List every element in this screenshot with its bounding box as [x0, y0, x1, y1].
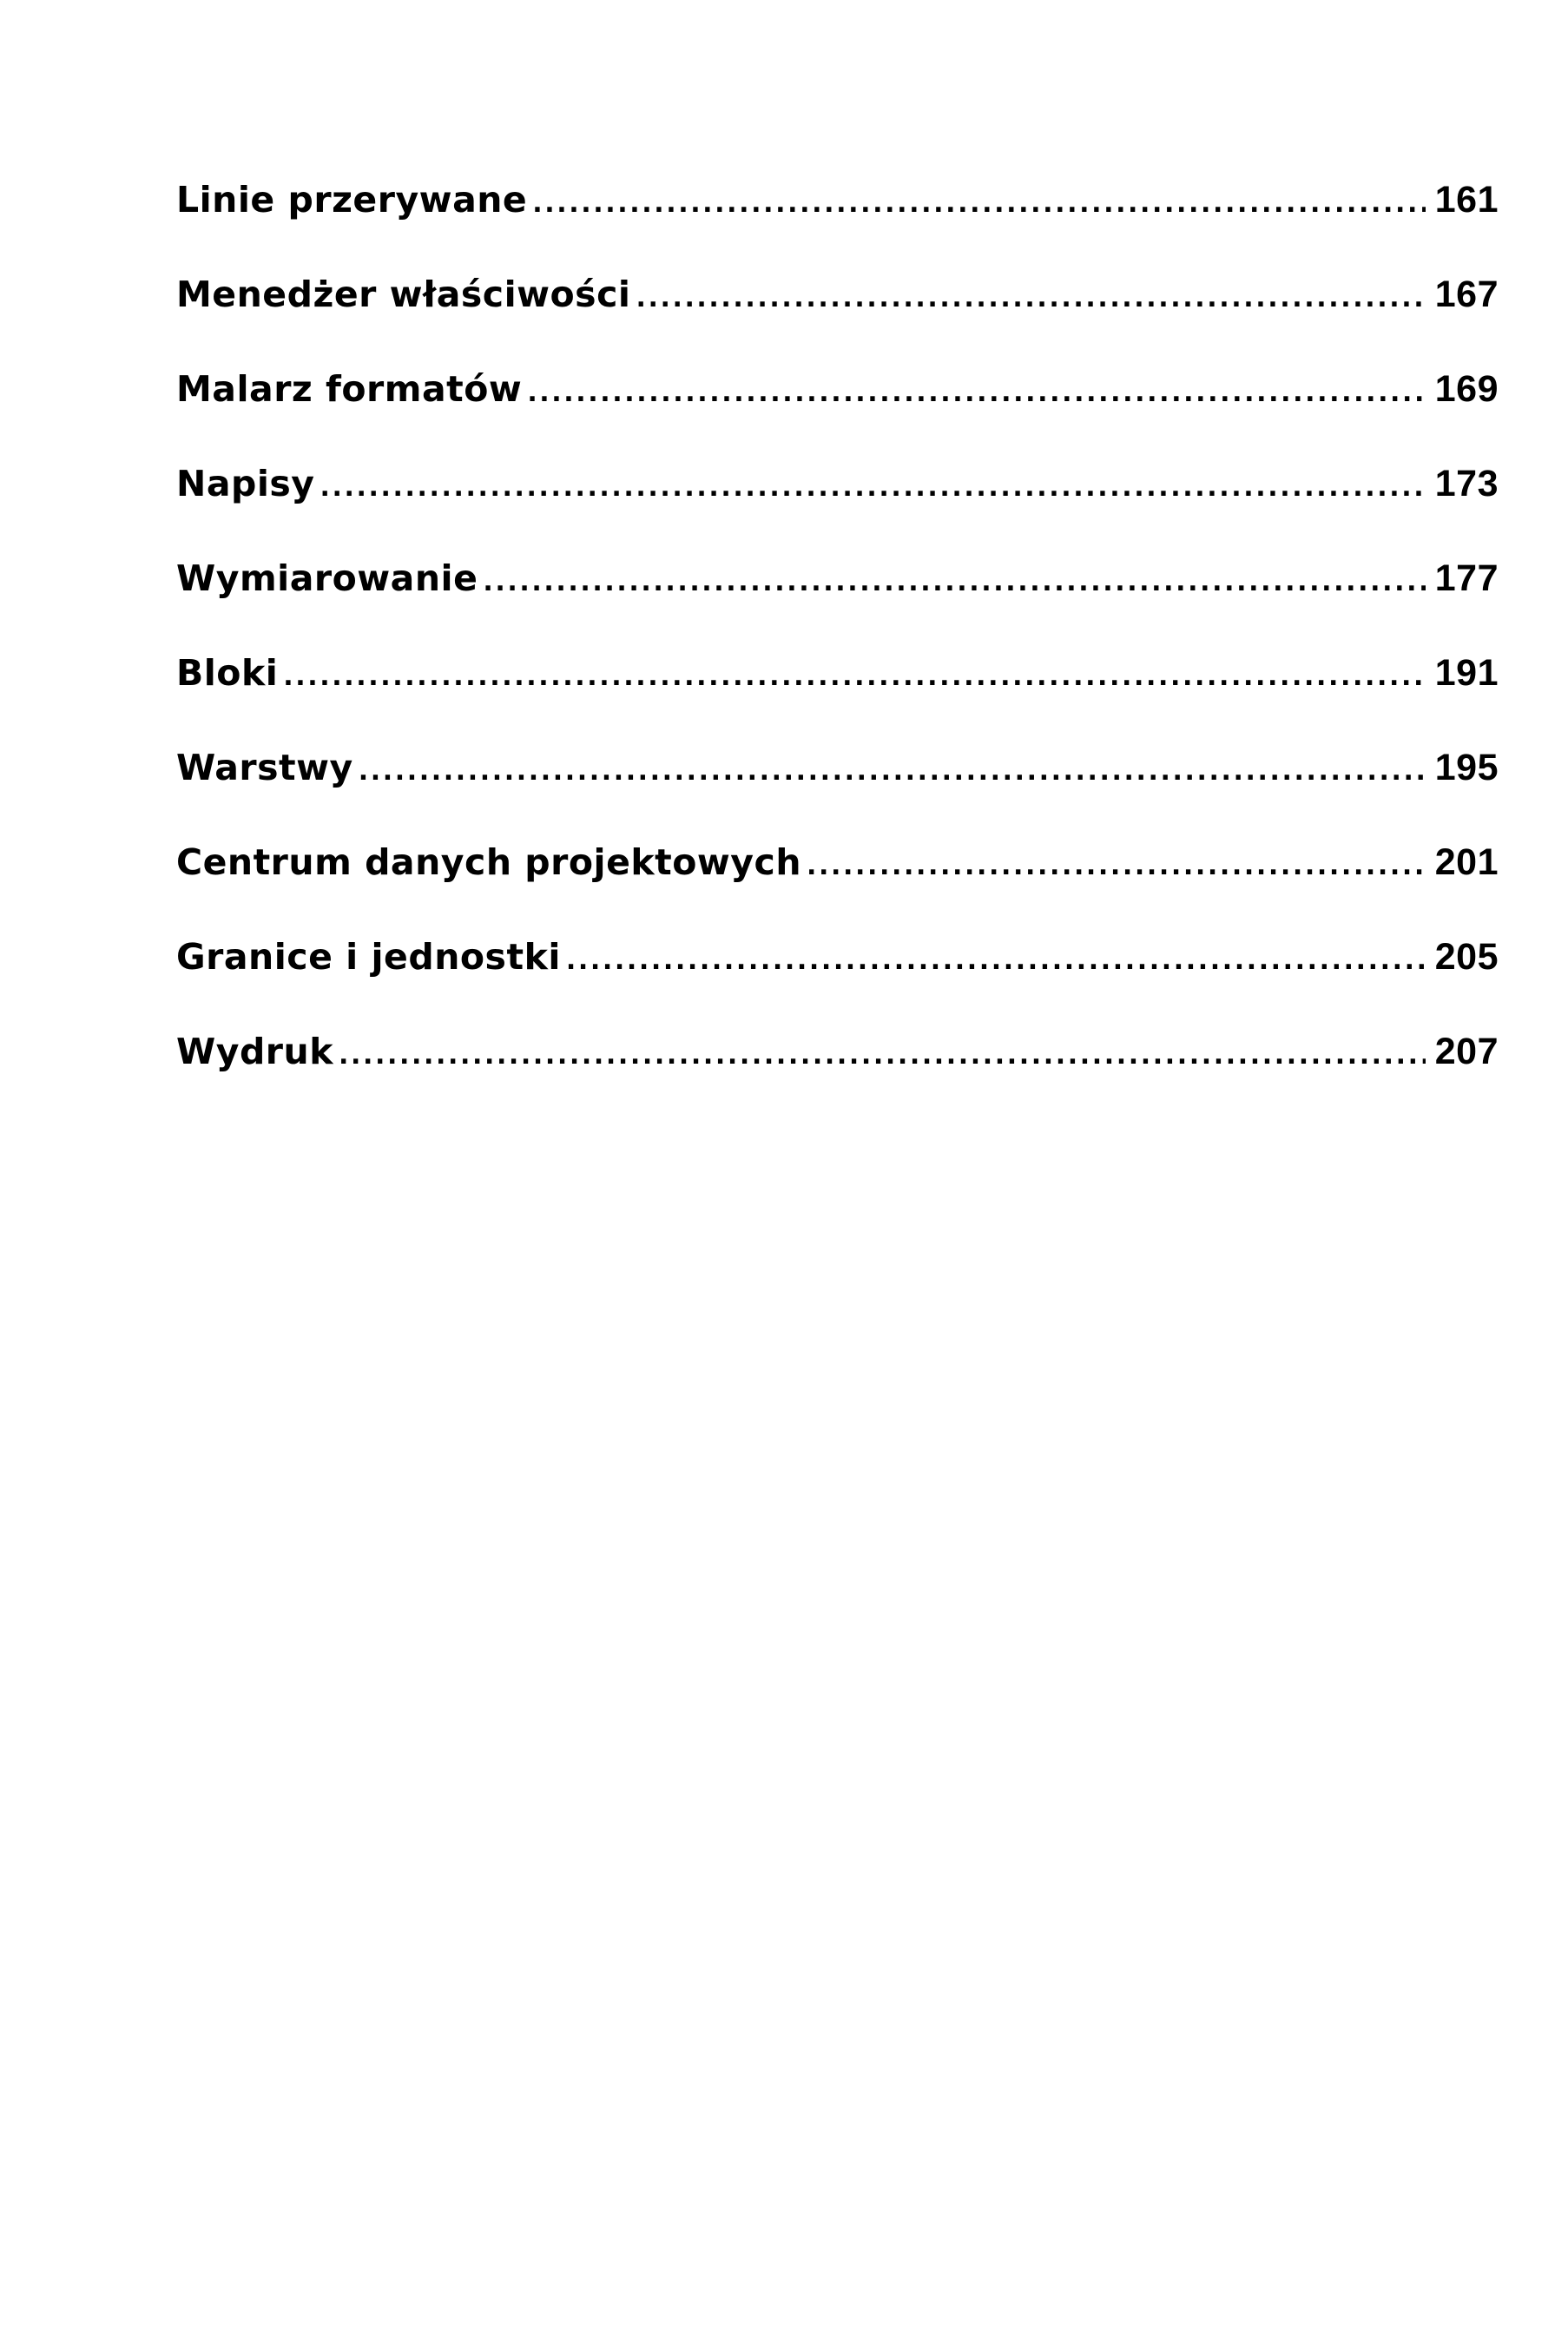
- toc-entry[interactable]: [176, 936, 1499, 1031]
- toc-entry-page-number: 205: [1434, 936, 1499, 978]
- dot-leader: [527, 380, 1426, 406]
- dot-leader: [807, 854, 1426, 880]
- toc-entry[interactable]: [176, 747, 1499, 841]
- toc-entry-title: Malarz formatów: [176, 368, 523, 410]
- dot-leader: [636, 286, 1426, 312]
- dot-leader: [483, 570, 1426, 596]
- toc-entry-page-number: 191: [1434, 652, 1499, 694]
- toc-entry-title: Bloki: [176, 652, 279, 694]
- toc-entry-page-number: 167: [1434, 274, 1499, 315]
- dot-leader: [339, 1043, 1426, 1069]
- dot-leader: [359, 759, 1426, 785]
- dot-leader: [566, 948, 1426, 974]
- toc-entry-title: Wydruk: [176, 1031, 333, 1072]
- toc-entry-title: Menedżer właściwości: [176, 274, 631, 315]
- toc-entry[interactable]: [176, 557, 1499, 652]
- dot-leader: [320, 475, 1426, 501]
- toc-entry-title: Linie przerywane: [176, 179, 528, 221]
- toc-entry[interactable]: [176, 368, 1499, 463]
- toc-entry[interactable]: [176, 1031, 1499, 1125]
- toc-entry[interactable]: [176, 274, 1499, 368]
- dot-leader: [532, 191, 1426, 217]
- toc-entry[interactable]: [176, 652, 1499, 747]
- toc-entry[interactable]: [176, 179, 1499, 274]
- dot-leader: [283, 664, 1426, 690]
- toc-entry-page-number: 177: [1434, 557, 1499, 599]
- toc-entry-page-number: 195: [1434, 747, 1499, 788]
- toc-entry-page-number: 173: [1434, 463, 1499, 504]
- toc-entry-page-number: 207: [1434, 1031, 1499, 1072]
- toc-entry[interactable]: [176, 841, 1499, 936]
- toc-entry-title: Centrum danych projektowych: [176, 841, 802, 883]
- toc-entry-title: Granice i jednostki: [176, 936, 561, 978]
- toc-entry-title: Wymiarowanie: [176, 557, 478, 599]
- toc-entry-page-number: 201: [1434, 841, 1499, 883]
- toc-entry-title: Napisy: [176, 463, 315, 504]
- toc-entry-page-number: 169: [1434, 368, 1499, 410]
- toc-entry-page-number: 161: [1434, 179, 1499, 221]
- table-of-contents: [176, 179, 1499, 1125]
- toc-entry-title: Warstwy: [176, 747, 353, 788]
- toc-entry[interactable]: [176, 463, 1499, 557]
